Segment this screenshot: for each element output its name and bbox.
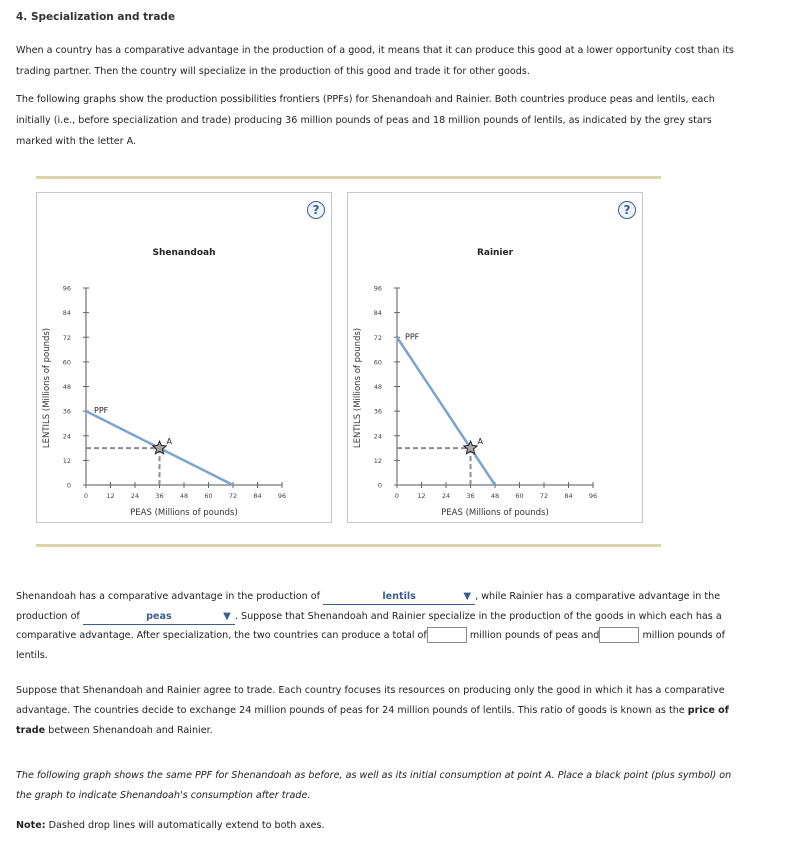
question-text: production of <box>16 610 80 622</box>
point-a-label: A <box>166 437 172 447</box>
ppf-line[interactable] <box>397 337 495 485</box>
y-tick-label: 12 <box>62 456 71 465</box>
chart-title: Rainier <box>476 248 514 258</box>
x-tick-label: 12 <box>417 492 426 500</box>
help-icon[interactable]: ? <box>618 201 636 219</box>
shenandoah-chart[interactable] <box>37 193 333 524</box>
y-tick-label: 24 <box>373 432 382 441</box>
select-value: lentils <box>382 591 416 602</box>
question-text: million pounds of peas and <box>469 630 600 641</box>
question-text: , while Rainier has a comparative advantage in the <box>475 591 721 602</box>
x-tick-label: 36 <box>466 492 475 500</box>
consumption-instruction: The following graph shows the same PPF for Shenandoah as before, as well as its initial consumption at point A. Place a black point (plus symbol) on the graph to indicate Shenandoah's consumption after trade. <box>16 770 732 801</box>
rainier-chart[interactable] <box>348 193 644 524</box>
y-tick-label: 84 <box>373 309 382 318</box>
chart-title: Shenandoah <box>152 248 216 258</box>
y-tick-label: 84 <box>62 309 71 318</box>
trade-text-end: between Shenandoah and Rainier. <box>48 725 213 736</box>
y-tick-label: 48 <box>373 383 382 391</box>
question-text: comparative advantage. After specialization, the two countries can produce a total of <box>16 630 427 641</box>
intro-paragraph: When a country has a comparative advantage in the production of a good, it means that it can produce this good at a lower opportunity cost than its trading partner. Then the country will specialize in the production of this good and trade it for other goods. <box>16 45 734 77</box>
y-tick-label: 12 <box>373 456 382 465</box>
question-text: Shenandoah has a comparative advantage in the production of <box>16 591 321 602</box>
x-tick-label: 24 <box>441 492 451 500</box>
y-tick-label: 48 <box>62 383 71 391</box>
x-tick-label: 72 <box>228 492 238 500</box>
x-tick-label: 12 <box>106 492 115 500</box>
total-peas-input[interactable] <box>427 627 467 643</box>
x-axis-label: PEAS (Millions of pounds) <box>441 508 549 518</box>
question-paragraph <box>16 587 744 665</box>
x-tick-label: 72 <box>539 492 549 500</box>
dropdown-arrow-icon: ▼ <box>463 591 472 602</box>
y-tick-label: 96 <box>62 284 71 293</box>
ppf-label: PPF <box>405 332 420 342</box>
top-divider <box>36 176 661 179</box>
y-tick-label: 60 <box>62 358 71 367</box>
note-text: Dashed drop lines will automatically extend to both axes. <box>48 820 325 831</box>
question-text: lentils. <box>16 649 48 661</box>
question-text: . Suppose that Shenandoah and Rainier specialize in the production of the goods in which each has a <box>234 610 722 622</box>
y-axis-label: LENTILS (Millions of pounds) <box>353 327 363 449</box>
y-axis-label: LENTILS (Millions of pounds) <box>42 327 52 449</box>
x-tick-label: 36 <box>155 492 164 500</box>
x-tick-label: 60 <box>515 492 524 500</box>
select-value: peas <box>146 610 172 622</box>
y-tick-label: 72 <box>62 333 71 342</box>
y-tick-label: 36 <box>373 407 382 416</box>
x-axis-label: PEAS (Millions of pounds) <box>130 508 238 518</box>
x-tick-label: 48 <box>179 492 189 500</box>
y-tick-label: 0 <box>66 481 71 490</box>
y-tick-label: 60 <box>373 358 382 367</box>
x-tick-label: 96 <box>277 492 287 500</box>
note-line <box>16 815 744 836</box>
trade-paragraph <box>16 681 744 741</box>
x-tick-label: 24 <box>130 492 140 500</box>
x-tick-label: 60 <box>204 492 213 500</box>
y-tick-label: 96 <box>373 284 382 293</box>
bottom-divider <box>36 544 661 547</box>
comparative-advantage-select-shenandoah[interactable] <box>323 590 475 605</box>
x-tick-label: 84 <box>253 492 262 500</box>
x-tick-label: 84 <box>564 492 573 500</box>
x-tick-label: 48 <box>490 492 500 500</box>
dropdown-arrow-icon: ▼ <box>223 610 231 622</box>
shenandoah-chart-panel <box>36 192 332 523</box>
graph-description-paragraph: The following graphs show the production possibilities frontiers (PPFs) for Shenandoah and Rainier. Both countries produce peas and lentils, each initially (i.e., before specialization and trade) producing 36 million pounds of peas and 18 million pounds of lentils, as indicated by the grey stars marked with the letter A. <box>16 94 715 147</box>
y-tick-label: 24 <box>62 432 71 441</box>
x-tick-label: 0 <box>394 492 400 500</box>
ppf-label: PPF <box>94 406 109 416</box>
y-tick-label: 36 <box>62 407 71 416</box>
section-heading: 4. Specialization and trade <box>16 11 176 23</box>
help-icon[interactable]: ? <box>307 201 325 219</box>
total-lentils-input[interactable] <box>599 627 639 643</box>
question-text: million pounds of <box>642 630 725 641</box>
point-a-label: A <box>477 437 483 447</box>
y-tick-label: 72 <box>373 333 382 342</box>
y-tick-label: 0 <box>377 481 382 490</box>
x-tick-label: 96 <box>588 492 598 500</box>
x-tick-label: 0 <box>83 492 89 500</box>
comparative-advantage-select-rainier[interactable] <box>83 610 235 625</box>
rainier-chart-panel <box>347 192 643 523</box>
trade-text: Suppose that Shenandoah and Rainier agree to trade. Each country focuses its resources on producing only the good in which it has a comparative advantage. The countries decide to exchange 24 million pounds of peas for 24 million pounds of lentils. This ratio of goods is known as the <box>16 685 725 716</box>
note-label: Note: <box>16 820 46 831</box>
price-of-trade-term: price of trade <box>16 705 729 736</box>
